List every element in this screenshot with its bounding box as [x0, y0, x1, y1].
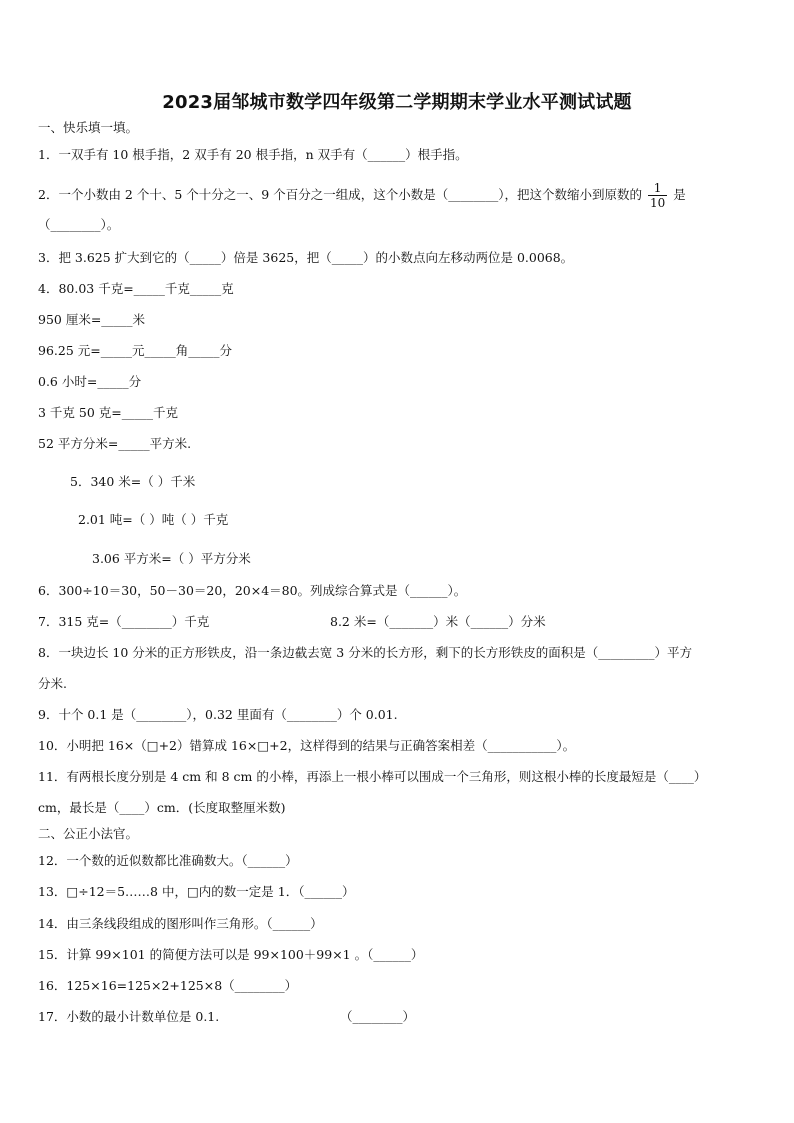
question-12: 12．一个数的近似数都比准确数大。（______） — [38, 853, 298, 868]
question-15: 15．计算 99×101 的简便方法可以是 99×100＋99×1 。（______） — [38, 947, 424, 962]
question-1: 1．一双手有 10 根手指，2 双手有 20 根手指，n 双手有（______）根手指。 — [38, 147, 468, 162]
question-7-part-1: 7．315 克=（________）千克 — [38, 614, 210, 629]
question-14: 14．由三条线段组成的图形叫作三角形。（______） — [38, 916, 323, 931]
question-13: 13．□÷12＝5……8 中，□内的数一定是 1．（______） — [38, 884, 355, 899]
question-5-line-1: 5．340 米=（ ）千米 — [70, 474, 196, 489]
question-4-line-3: 96.25 元=_____元_____角_____分 — [38, 343, 232, 358]
question-6: 6．300÷10＝30，50－30＝20，20×4＝80。列成综合算式是（______）。 — [38, 583, 467, 598]
page-title: 2023届邹城市数学四年级第二学期期末学业水平测试试题 — [162, 92, 632, 113]
question-10: 10．小明把 16×（□+2）错算成 16×□+2，这样得到的结果与正确答案相差（___________）。 — [38, 738, 576, 753]
question-5-line-2: 2.01 吨=（ ）吨（ ）千克 — [78, 512, 229, 527]
question-16: 16．125×16=125×2+125×8（________） — [38, 978, 298, 993]
question-4-line-5: 3 千克 50 克=_____千克 — [38, 405, 179, 420]
question-2-tail: 是 — [673, 187, 686, 202]
question-8-line-2: 分米. — [38, 676, 67, 691]
question-2-line-1 — [38, 181, 686, 210]
question-7-part-2: 8.2 米=（_______）米（______）分米 — [330, 614, 546, 629]
question-8-line-1: 8．一块边长 10 分米的正方形铁皮，沿一条边截去宽 3 分米的长方形，剩下的长方形铁皮的面积是（_________）平方 — [38, 645, 692, 660]
question-11-line-1: 11．有两根长度分别是 4 cm 和 8 cm 的小棒，再添上一根小棒可以围成一个三角形，则这根小棒的长度最短是（____） — [38, 769, 707, 784]
fraction-one-tenth — [648, 181, 667, 210]
question-5-line-3: 3.06 平方米=（ ）平方分米 — [92, 551, 251, 566]
question-3: 3．把 3.625 扩大到它的（_____）倍是 3625，把（_____）的小数点向左移动两位是 0.0068。 — [38, 250, 574, 265]
question-4-line-2: 950 厘米=_____米 — [38, 312, 146, 327]
fraction-numerator: 1 — [648, 181, 667, 196]
section-heading-true-false: 二、公正小法官。 — [38, 826, 139, 841]
question-4-line-1: 4．80.03 千克=_____千克_____克 — [38, 281, 234, 296]
section-heading-fill-in: 一、快乐填一填。 — [38, 120, 139, 135]
question-4-line-4: 0.6 小时=_____分 — [38, 374, 142, 389]
question-2-text: 2．一个小数由 2 个十、5 个十分之一、9 个百分之一组成，这个小数是（________），把这个数缩小到原数的 — [38, 187, 642, 202]
question-2-line-2: （________）。 — [38, 217, 120, 232]
fraction-denominator: 10 — [649, 196, 666, 210]
question-17: 17．小数的最小计数单位是 0.1. — [38, 1009, 220, 1024]
question-4-line-6: 52 平方分米=_____平方米. — [38, 436, 192, 451]
question-17-answer-blank: （________） — [340, 1009, 416, 1024]
question-9: 9．十个 0.1 是（________），0.32 里面有（________）个 0.01. — [38, 707, 398, 722]
question-11-line-2: cm，最长是（____）cm．(长度取整厘米数) — [38, 800, 286, 815]
